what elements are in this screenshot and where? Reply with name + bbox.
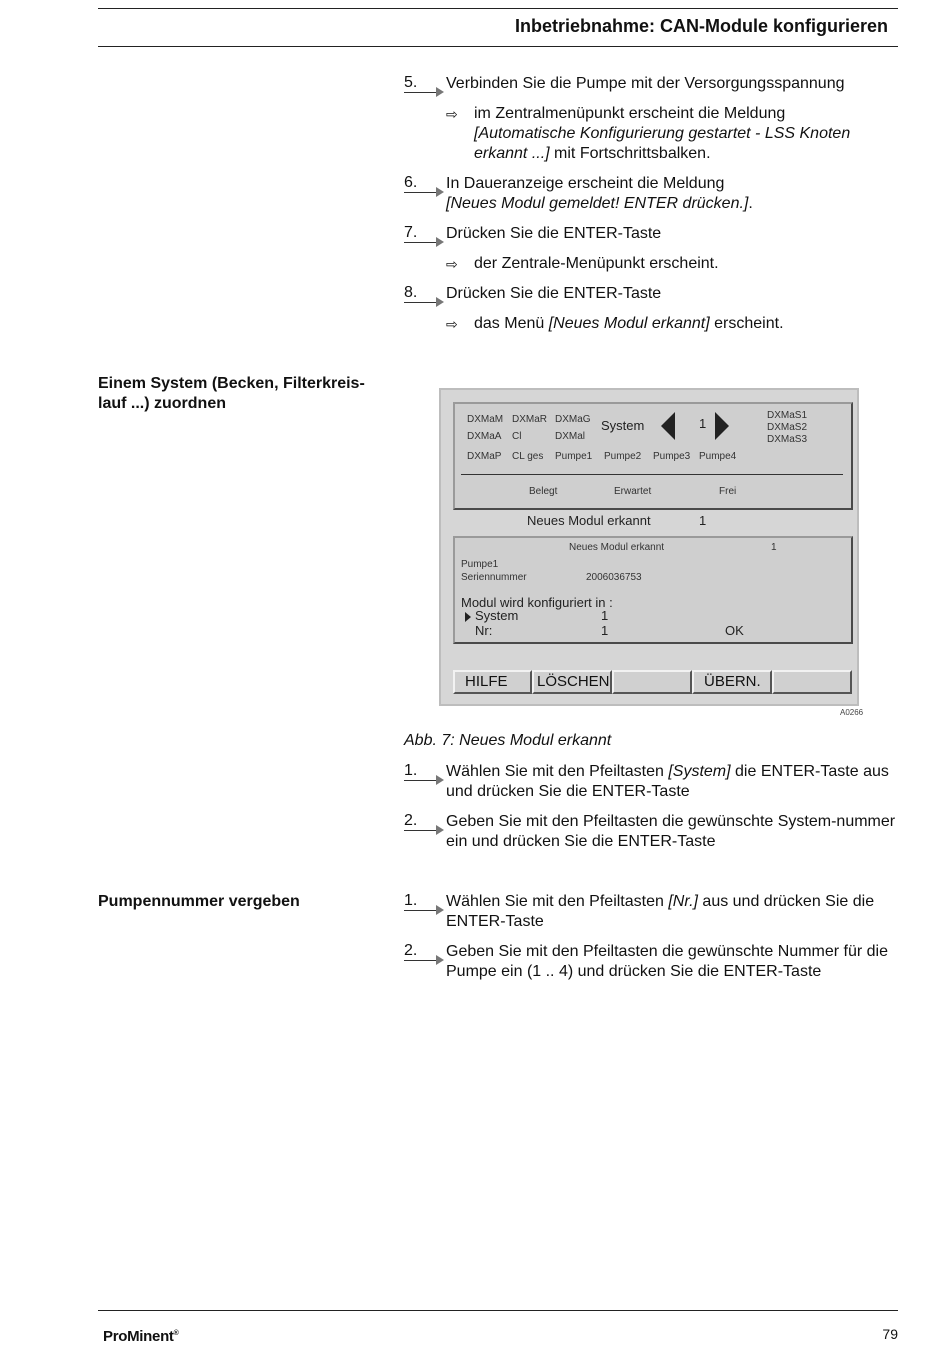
step-assign-2 (404, 812, 896, 852)
footer-rule (98, 1310, 898, 1311)
top-rule (98, 8, 898, 9)
result-7 (446, 254, 896, 274)
module-cell: Pumpe2 (604, 451, 642, 462)
step-arrow-icon (436, 825, 444, 835)
page-number: 79 (882, 1326, 898, 1342)
result-5 (446, 104, 896, 164)
figure-id: A0266 (840, 708, 864, 717)
legend-erwartet: Erwartet (614, 486, 652, 497)
module-overview-panel (453, 402, 853, 510)
detail-title: Neues Modul erkannt (569, 542, 665, 553)
section-heading-pump-number: Pumpennummer vergeben (98, 893, 300, 910)
new-module-count: 1 (699, 513, 707, 528)
device-screen-figure (439, 388, 859, 706)
system-value: 1 (699, 416, 707, 431)
ok-label[interactable]: OK (725, 623, 744, 638)
step-8 (404, 284, 896, 304)
arrow-left-icon[interactable] (661, 412, 675, 440)
module-cell: Pumpe1 (555, 451, 593, 462)
step-text: In Daueranzeige erscheint die Meldung [Neues Modul gemeldet! ENTER drücken.]. (446, 175, 753, 212)
step-number: 8. (404, 284, 438, 303)
header-rule (98, 46, 898, 47)
system-row-value: 1 (601, 608, 609, 623)
step-arrow-icon (436, 297, 444, 307)
step-text: Wählen Sie mit den Pfeiltasten [System] die ENTER-Taste aus und drücken Sie die ENTER-Taste (446, 763, 889, 800)
step-number: 1. (404, 892, 438, 911)
module-cell: DXMaS2 (767, 422, 808, 433)
section-heading-assign-system: Einem System (Becken, Filterkreis-lauf ...) zuordnen (98, 375, 365, 412)
result-arrow-icon: ⇨ (446, 106, 458, 122)
module-cell: DXMaA (467, 431, 502, 442)
softkey-empty[interactable] (772, 670, 852, 694)
module-cell: DXMaS1 (767, 410, 808, 421)
step-number: 1. (404, 762, 438, 781)
step-text: Drücken Sie die ENTER-Taste (446, 285, 662, 302)
detail-count: 1 (771, 542, 777, 553)
result-arrow-icon: ⇨ (446, 316, 458, 332)
step-text: Wählen Sie mit den Pfeiltasten [Nr.] aus und drücken Sie die ENTER-Taste (446, 893, 875, 930)
step-arrow-icon (436, 187, 444, 197)
step-arrow-icon (436, 955, 444, 965)
panel-divider (461, 474, 843, 475)
module-cell: DXMaG (555, 414, 591, 425)
nr-row-label[interactable]: Nr: (475, 623, 493, 638)
step-6 (404, 174, 896, 214)
module-cell: Pumpe4 (699, 451, 737, 462)
step-arrow-icon (436, 775, 444, 785)
device-name: Pumpe1 (461, 559, 499, 570)
result-arrow-icon: ⇨ (446, 256, 458, 272)
system-row-label[interactable]: System (475, 608, 519, 623)
selection-cursor-icon (465, 612, 471, 622)
config-label: Modul wird konfiguriert in : (461, 595, 613, 610)
prominent-logo: ProMinent® (103, 1328, 179, 1345)
softkey-loeschen[interactable]: LÖSCHEN (532, 670, 612, 694)
result-text: der Zentrale-Menüpunkt erscheint. (474, 255, 719, 272)
step-text: Geben Sie mit den Pfeiltasten die gewünschte Nummer für die Pumpe ein (1 .. 4) und drücken Sie die ENTER-Taste (446, 943, 889, 980)
result-8 (446, 314, 896, 334)
step-text: Verbinden Sie die Pumpe mit der Versorgungsspannung (446, 75, 845, 92)
module-cell: DXMaR (512, 414, 548, 425)
arrow-right-icon[interactable] (715, 412, 729, 440)
nr-row-value: 1 (601, 623, 609, 638)
module-cell: CL ges (512, 451, 544, 462)
step-number: 5. (404, 74, 438, 93)
step-5 (404, 74, 896, 94)
step-7 (404, 224, 896, 244)
module-cell: DXMaM (467, 414, 504, 425)
module-cell: DXMaP (467, 451, 502, 462)
figure-caption: Abb. 7: Neues Modul erkannt (404, 732, 612, 749)
step-arrow-icon (436, 905, 444, 915)
softkey-empty[interactable] (612, 670, 692, 694)
legend-frei: Frei (719, 486, 737, 497)
step-text: Drücken Sie die ENTER-Taste (446, 225, 662, 242)
result-text: im Zentralmenüpunkt erscheint die Meldung [Automatische Konfigurierung gestartet - LSS Knoten erkannt ...] mit Fortschrittsbalken. (474, 105, 851, 162)
new-module-label: Neues Modul erkannt (527, 513, 651, 528)
step-pump-2 (404, 942, 896, 982)
step-number: 2. (404, 812, 438, 831)
step-pump-1 (404, 892, 896, 932)
module-cell: DXMaS3 (767, 434, 808, 445)
result-text: das Menü [Neues Modul erkannt] erscheint. (474, 315, 784, 332)
step-text: Geben Sie mit den Pfeiltasten die gewünschte System-nummer ein und drücken Sie die ENTER-Taste (446, 813, 896, 850)
legend-belegt: Belegt (529, 486, 558, 497)
module-detail-panel (453, 536, 853, 644)
step-number: 2. (404, 942, 438, 961)
system-label: System (601, 418, 645, 433)
serial-label: Seriennummer (461, 572, 527, 583)
module-cell: Pumpe3 (653, 451, 691, 462)
module-cell: DXMal (555, 431, 586, 442)
module-cell: Cl (512, 431, 522, 442)
serial-value: 2006036753 (586, 572, 642, 583)
step-arrow-icon (436, 87, 444, 97)
softkey-hilfe[interactable]: HILFE (453, 670, 532, 694)
step-number: 7. (404, 224, 438, 243)
softkey-uebern[interactable]: ÜBERN. (692, 670, 772, 694)
page-header-title: Inbetriebnahme: CAN-Module konfigurieren (514, 16, 888, 36)
step-number: 6. (404, 174, 438, 193)
step-arrow-icon (436, 237, 444, 247)
step-assign-1 (404, 762, 896, 802)
